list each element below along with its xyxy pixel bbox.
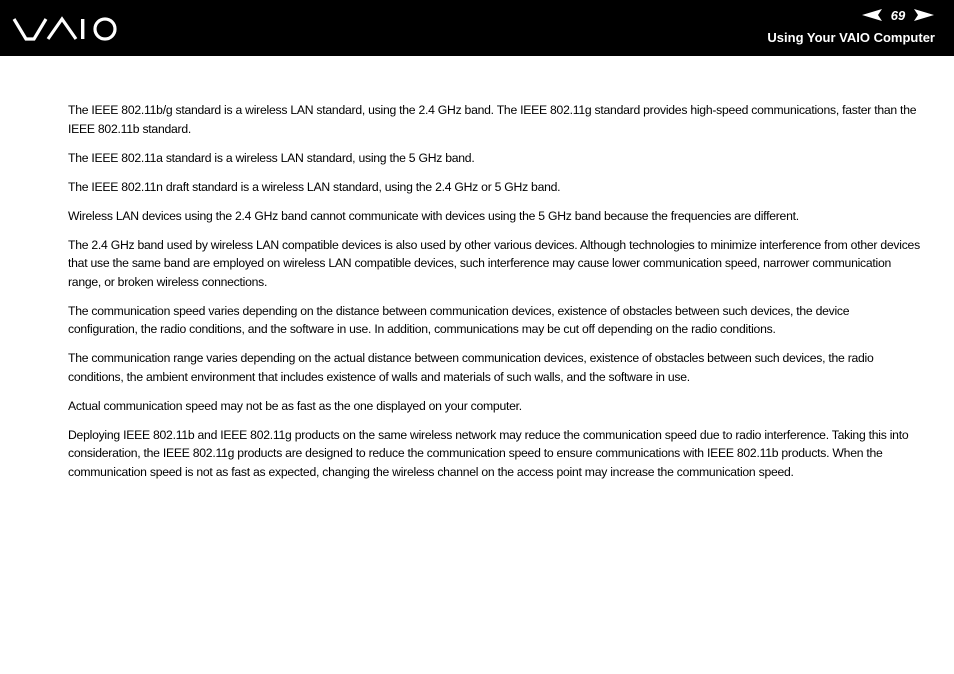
paragraph: The IEEE 802.11n draft standard is a wireless LAN standard, using the 2.4 GHz or 5 GHz band.	[68, 179, 561, 194]
paragraph: Deploying IEEE 802.11b and IEEE 802.11g products on the same wireless network may reduce the communication speed due to radio interference. Taking this into consideration, the IEEE 802.11g products are designed to reduce the communication speed to ensure communications with IEEE 802.11b products. When the communication speed is not as fast as expected, changing the wireless channel on the access point may increase the communication speed.	[68, 427, 909, 479]
page-navigation	[862, 6, 934, 24]
page-content	[68, 101, 920, 492]
paragraph: Actual communication speed may not be as fast as the one displayed on your computer.	[68, 398, 522, 413]
paragraph: The communication range varies depending on the actual distance between communication devices, existence of obstacles between such devices, the radio conditions, the ambient environment that includes existence of walls and materials of such walls, and the software in use.	[68, 351, 874, 384]
vaio-logo	[12, 15, 120, 43]
page-header	[0, 0, 954, 56]
section-title: Using Your VAIO Computer	[767, 30, 935, 45]
paragraph: The IEEE 802.11a standard is a wireless LAN standard, using the 5 GHz band.	[68, 150, 475, 165]
left-arrow-icon[interactable]	[862, 9, 882, 21]
right-arrow-icon[interactable]	[914, 9, 934, 21]
paragraph: The 2.4 GHz band used by wireless LAN compatible devices is also used by other various devices. Although technologies to minimize interference from other devices that use the same band are employed on wireless LAN compatible devices, such interference may cause lower communication speed, narrower communication range, or broken wireless connections.	[68, 237, 920, 289]
paragraph: Wireless LAN devices using the 2.4 GHz band cannot communicate with devices using the 5 GHz band because the frequencies are different.	[68, 208, 799, 223]
paragraph: The communication speed varies depending on the distance between communication devices, existence of obstacles between such devices, the device configuration, the radio conditions, and the software in use. In addition, communications may be cut off depending on the radio conditions.	[68, 303, 850, 336]
paragraph: The IEEE 802.11b/g standard is a wireless LAN standard, using the 2.4 GHz band. The IEEE 802.11g standard provides high-speed communications, faster than the IEEE 802.11b standard.	[68, 103, 917, 136]
page-number: 69	[890, 7, 906, 23]
